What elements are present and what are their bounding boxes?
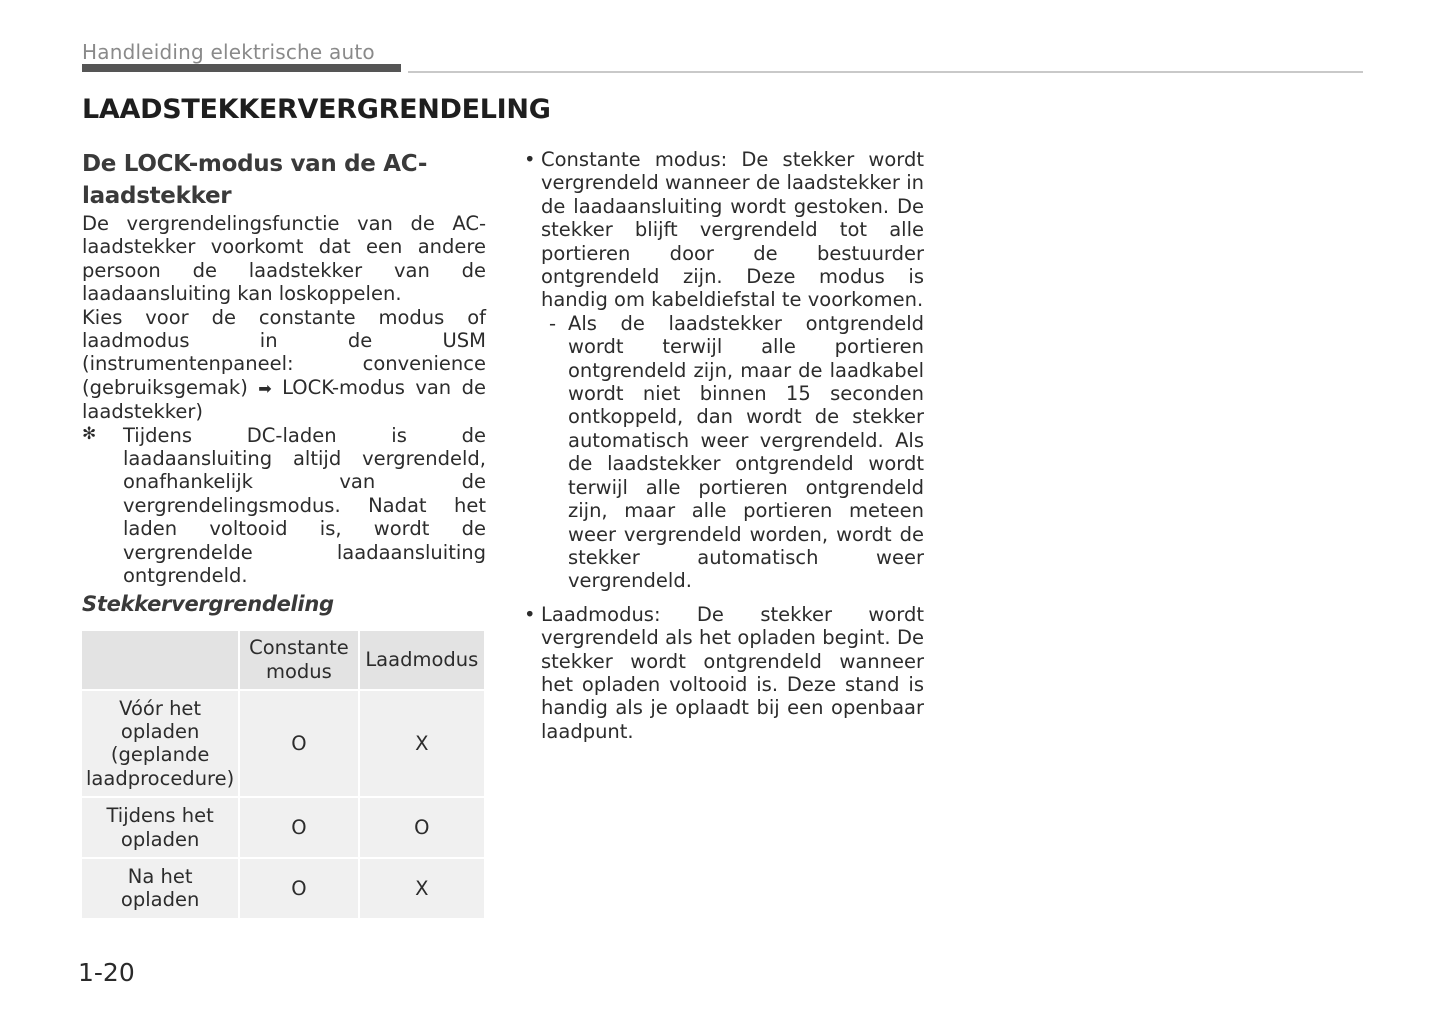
table-cell-constant: O — [240, 691, 357, 797]
table-header-constant: Constante modus — [240, 631, 357, 689]
arrow-right-icon: ➡ — [258, 378, 272, 398]
dc-note-text: Tijdens DC-laden is de laadaansluiting altijd vergrendeld, onafhankelijk van de vergrendelingsmodus. Nadat het laden voltooid is, wordt de vergrendelde laadaansluiting ontgrendeld. — [123, 423, 486, 588]
usm-paragraph — [82, 306, 486, 424]
list-item-charge-mode — [524, 603, 924, 743]
table-cell-constant: O — [240, 859, 357, 918]
header-rule-dark — [82, 64, 401, 72]
subheading: De LOCK-modus van de AC-laadstekker — [82, 151, 428, 209]
dash-bullet-icon: - — [549, 311, 557, 335]
list-item-constant-mode — [524, 148, 924, 593]
table-row — [82, 859, 484, 918]
table-header-charge: Laadmodus — [360, 631, 484, 689]
usm-text-after: LOCK-modus van de laadstekker) — [82, 375, 486, 424]
bullet-dot-icon: • — [524, 148, 536, 171]
section-title: LAADSTEKKERVERGRENDELING — [82, 94, 551, 125]
running-header: Handleiding elektrische auto — [82, 40, 375, 64]
header-rule-light — [408, 71, 1363, 73]
table-header-blank — [82, 631, 238, 689]
bullet-dot-icon: • — [524, 602, 536, 626]
mode-list — [524, 148, 924, 743]
charge-mode-text: Laadmodus: De stekker wordt vergrendeld als het opladen begint. De stekker wordt ontgrendeld wanneer het opladen voltooid is. Deze stand is handig als je oplaadt bij een openbaar laadpunt. — [541, 602, 924, 743]
constant-mode-text: Constante modus: De stekker wordt vergrendeld wanneer de laadstekker in de laadaansluiting wordt gestoken. De stekker blijft vergrendeld tot alle portieren door de bestuurder ontgrendeld zijn. Deze modus is handig om kabeldiefstal te voorkomen. — [541, 148, 924, 312]
lock-mode-table — [80, 629, 486, 920]
table-row — [82, 691, 484, 797]
right-column — [524, 148, 924, 743]
table-title: Stekkervergrendeling — [82, 591, 334, 616]
note-asterisk-icon: ✻ — [82, 423, 97, 444]
table-cell-charge: X — [360, 691, 484, 797]
intro-paragraph: De vergrendelingsfunctie van de AC-laadstekker voorkomt dat een andere persoon de laadstekker van de laadaansluiting kan loskoppelen. — [82, 212, 486, 306]
table-cell-phase: Tijdens het opladen — [82, 798, 238, 857]
left-column — [82, 148, 486, 920]
dc-note — [82, 424, 486, 588]
table-cell-phase: Na het opladen — [82, 859, 238, 918]
subpoint-text: Als de laadstekker ontgrendeld wordt terwijl alle portieren ontgrendeld zijn, maar de laadkabel wordt niet binnen 15 seconden ontkoppeld, dan wordt de stekker automatisch weer vergrendeld. Als de laadstekker ontgrendeld wordt terwijl alle portieren ontgrendeld zijn, maar alle portieren meteen weer vergrendeld worden, wordt de stekker automatisch weer vergrendeld. — [568, 311, 924, 593]
list-item-subpoint — [541, 312, 924, 593]
table-cell-constant: O — [240, 798, 357, 857]
usm-text-before: Kies voor de constante modus of laadmodus in de USM (instrumentenpaneel: convenience (gebruiksgemak) — [82, 305, 486, 399]
constant-mode-sublist — [541, 312, 924, 593]
table-row — [82, 798, 484, 857]
table-cell-phase: Vóór het opladen (geplande laadprocedure) — [82, 691, 238, 797]
table-header-row — [82, 631, 484, 689]
table-cell-charge: O — [360, 798, 484, 857]
table-cell-charge: X — [360, 859, 484, 918]
page-number: 1-20 — [78, 958, 135, 987]
